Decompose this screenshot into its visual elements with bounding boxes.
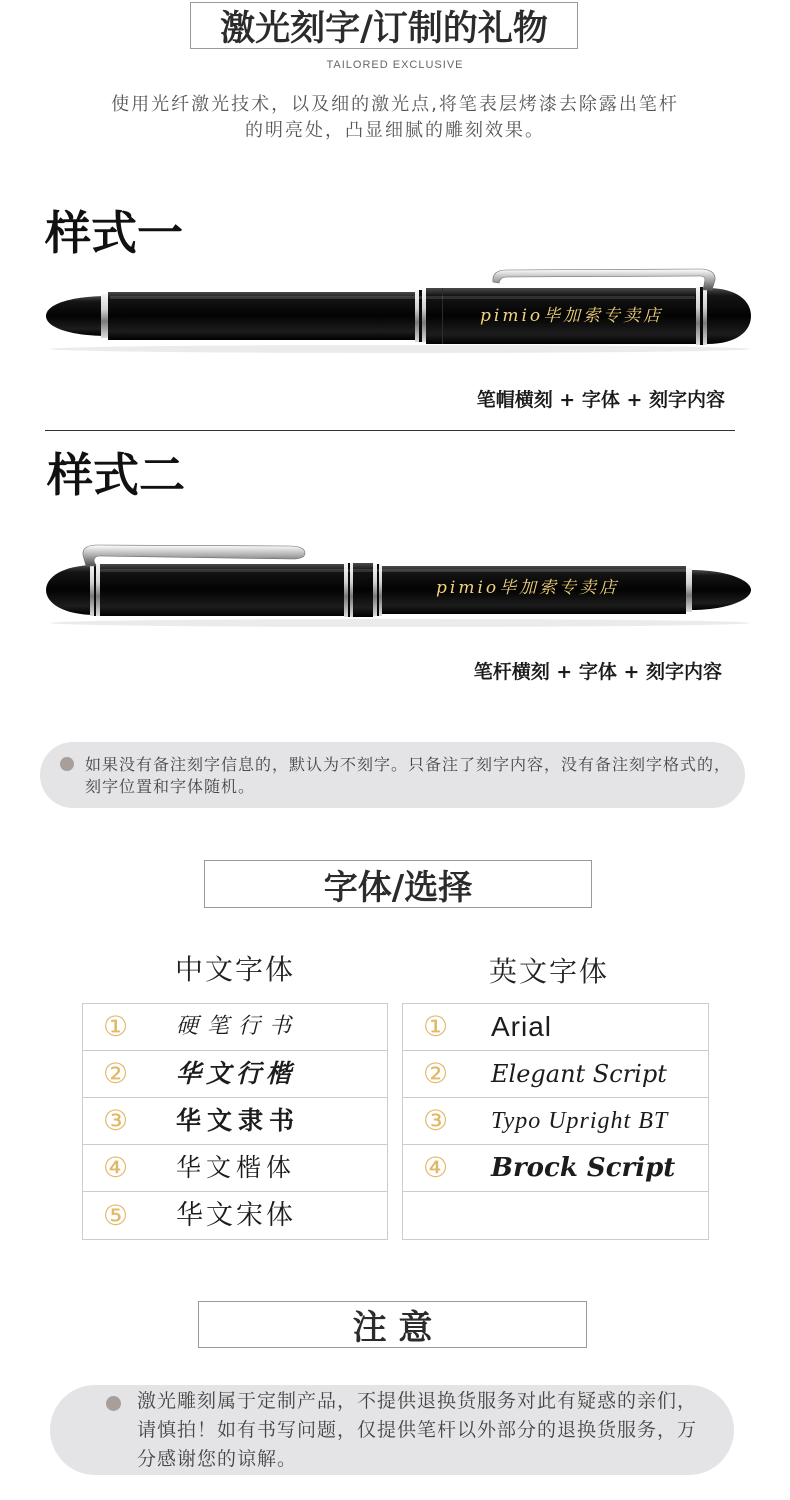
chinese-fonts-heading: 中文字体: [175, 953, 296, 986]
page-subtitle: TAILORED EXCLUSIVE: [326, 59, 464, 71]
pen-shadow: [50, 619, 750, 627]
intro-description: [0, 92, 790, 144]
pen-illustration-style-1: [0, 255, 790, 355]
font-sample: 华文楷体: [176, 1153, 297, 1182]
intro-line: 使用光纤激光技术，以及细的激光点,将笔表层烤漆去除露出笔杆: [111, 94, 679, 115]
bullet-icon: [60, 757, 74, 771]
font-sample: 华文行楷: [176, 1059, 297, 1088]
pen-illustration-style-2: [0, 535, 790, 635]
section-divider: [45, 430, 735, 431]
pen-ring: [686, 568, 692, 612]
pen-clip: [493, 269, 715, 290]
font-option-row: [403, 1004, 708, 1051]
notice-line: 激光雕刻属于定制产品，不提供退换货服务对此有疑惑的亲们，: [137, 1390, 698, 1412]
font-sample: 华文宋体: [176, 1199, 296, 1231]
note-line: 刻字位置和字体随机。: [85, 777, 256, 796]
font-option-row: [83, 1098, 387, 1145]
chinese-font-table: [82, 1003, 388, 1240]
pen-clip: [83, 545, 305, 566]
intro-line: 的明亮处，凸显细腻的雕刻效果。: [245, 120, 545, 141]
pen-ring: [90, 564, 94, 616]
note-line: 如果没有备注刻字信息的，默认为不刻字。只备注了刻字内容，没有备注刻字格式的，: [85, 755, 732, 774]
font-sample: Arial: [491, 1011, 553, 1042]
empty-row: [403, 1192, 708, 1239]
style-1-heading: 样式一: [45, 206, 183, 260]
pen-highlight: [100, 569, 686, 572]
font-option-row: [403, 1145, 708, 1192]
option-number: ④: [103, 1151, 129, 1184]
pen-ring: [96, 564, 100, 616]
option-number: ②: [423, 1057, 449, 1090]
english-fonts-heading: 英文字体: [489, 955, 610, 988]
default-note-text: [85, 754, 731, 798]
engraving-text: pimio毕加索专卖店: [436, 578, 620, 598]
pen-shadow: [50, 345, 750, 353]
option-number: ③: [103, 1104, 129, 1137]
style-1-caption: 笔帽横刻 + 字体 + 刻字内容: [476, 389, 725, 411]
option-number: ①: [103, 1010, 129, 1043]
font-sample: Elegant Script: [491, 1060, 667, 1088]
font-sample: 硬笔行书: [176, 1014, 301, 1039]
notice-line: 分感谢您的谅解。: [137, 1448, 298, 1470]
option-number: ②: [103, 1057, 129, 1090]
option-number: ③: [423, 1104, 449, 1137]
bullet-icon: [106, 1396, 121, 1411]
font-option-row: [83, 1051, 387, 1098]
engraving-text: pimio毕加索专卖店: [480, 306, 664, 326]
page-title: 激光刻字/订制的礼物: [190, 2, 578, 49]
pen-highlight: [110, 296, 695, 299]
notice-line: 请慎拍！如有书写问题，仅提供笔杆以外部分的退换货服务，万: [137, 1419, 698, 1441]
notice-title: 注 意: [198, 1301, 587, 1348]
option-number: ④: [423, 1151, 449, 1184]
pen-ring: [703, 287, 707, 345]
font-option-row: [83, 1004, 387, 1051]
notice-text: [137, 1387, 697, 1474]
english-font-table: [402, 1003, 709, 1240]
font-sample: Typo Upright BT: [491, 1108, 669, 1134]
font-sample: Brock Script: [491, 1153, 676, 1183]
style-2-heading: 样式二: [47, 448, 185, 502]
font-sample: 华文隶书: [176, 1106, 301, 1135]
font-selection-title: 字体/选择: [204, 860, 592, 908]
option-number: ①: [423, 1010, 449, 1043]
font-option-row: [403, 1098, 708, 1145]
pen-ring: [101, 294, 108, 338]
font-option-row: [83, 1145, 387, 1192]
font-option-row: [83, 1192, 387, 1239]
option-number: ⑤: [103, 1198, 129, 1232]
font-option-row: [403, 1051, 708, 1098]
style-2-caption: 笔杆横刻 + 字体 + 刻字内容: [473, 661, 722, 683]
pen-ring: [696, 287, 700, 345]
